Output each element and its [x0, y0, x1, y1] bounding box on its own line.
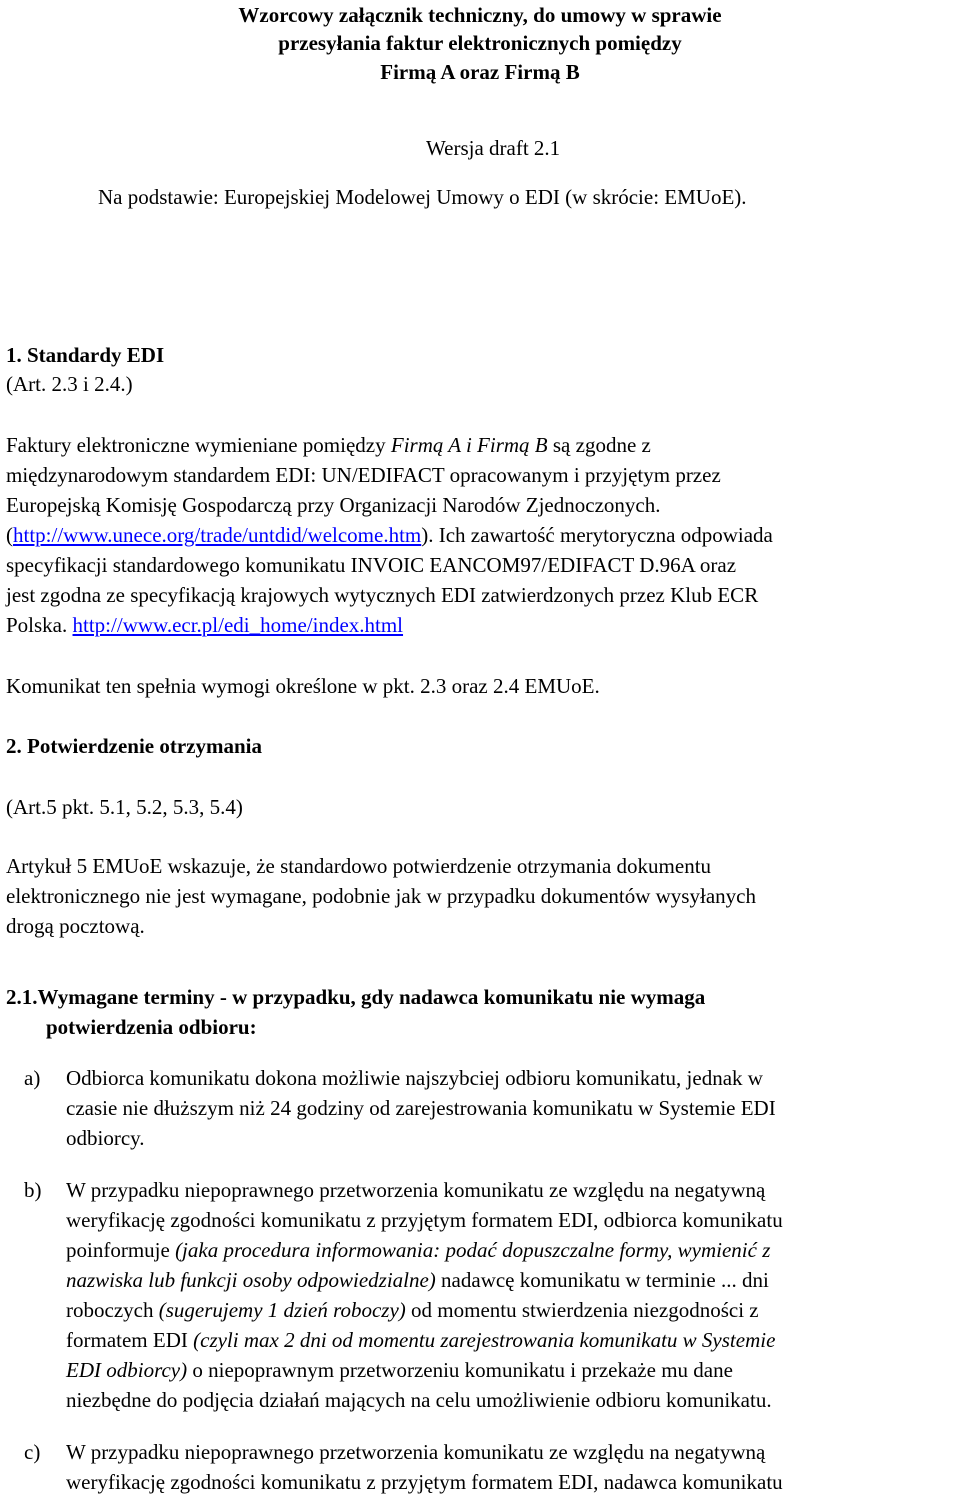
text-span: nadawcę komunikatu w terminie ... dni	[435, 1268, 769, 1292]
text-span: od momentu stwierdzenia niezgodności z	[405, 1298, 759, 1322]
text-span: ). Ich zawartość merytoryczna odpowiada	[421, 523, 773, 547]
section-1-paragraph-line: Europejską Komisję Gospodarczą przy Organizacji Narodów Zjednoczonych.	[6, 493, 661, 517]
italic-note: EDI odbiorcy)	[66, 1358, 188, 1382]
italic-note: nazwiska lub funkcji osoby odpowiedzialne)	[66, 1268, 436, 1292]
list-item-line: weryfikację zgodności komunikatu z przyjętym formatem EDI, nadawca komunikatu	[66, 1470, 783, 1494]
list-item-line: odbiorcy.	[66, 1126, 145, 1150]
version-label: Wersja draft 2.1	[426, 136, 561, 160]
list-item-line	[66, 1265, 769, 1295]
list-marker: c)	[24, 1440, 41, 1464]
text-span: Polska.	[6, 613, 73, 637]
section-2-paragraph-line: Artykuł 5 EMUoE wskazuje, że standardowo potwierdzenie otrzymania dokumentu	[6, 854, 712, 878]
section-1-ref: (Art. 2.3 i 2.4.)	[6, 372, 133, 396]
section-1-paragraph-line: specyfikacji standardowego komunikatu INVOIC EANCOM97/EDIFACT D.96A oraz	[6, 553, 737, 577]
list-item-line	[66, 1235, 770, 1265]
text-span: i	[460, 433, 478, 457]
italic-note: (sugerujemy 1 dzień roboczy)	[158, 1298, 406, 1322]
section-1-note: Komunikat ten spełnia wymogi określone w pkt. 2.3 oraz 2.4 EMUoE.	[6, 674, 600, 698]
party-b: Firmą B	[477, 433, 548, 457]
list-item-line	[66, 1295, 759, 1325]
list-item-line	[66, 1355, 733, 1385]
list-item-line: Odbiorca komunikatu dokona możliwie najszybciej odbioru komunikatu, jednak w	[66, 1066, 763, 1090]
list-item-line: W przypadku niepoprawnego przetworzenia komunikatu ze względu na negatywną	[66, 1178, 766, 1202]
title-line-1: Wzorcowy załącznik techniczny, do umowy w sprawie	[238, 3, 722, 27]
section-2-paragraph-line: elektronicznego nie jest wymagane, podobnie jak w przypadku dokumentów wysyłanych	[6, 884, 756, 908]
italic-note: (jaka procedura informowania: podać dopuszczalne formy, wymienić z	[175, 1238, 771, 1262]
text-span: (	[6, 523, 13, 547]
section-1-paragraph-line	[6, 430, 651, 460]
basis-text: Na podstawie: Europejskiej Modelowej Umowy o EDI (w skrócie: EMUoE).	[98, 185, 747, 209]
text-span: są zgodne z	[547, 433, 651, 457]
party-a: Firmą A	[390, 433, 461, 457]
italic-note: (czyli max 2 dni od momentu zarejestrowania komunikatu w Systemie	[193, 1328, 776, 1352]
section-1-paragraph-line: międzynarodowym standardem EDI: UN/EDIFACT opracowanym i przyjętym przez	[6, 463, 721, 487]
text-span: roboczych	[66, 1298, 159, 1322]
list-item-line: czasie nie dłuższym niż 24 godziny od zarejestrowania komunikatu w Systemie EDI	[66, 1096, 776, 1120]
title-line-3: Firmą A oraz Firmą B	[380, 60, 580, 84]
list-item-line: weryfikację zgodności komunikatu z przyjętym formatem EDI, odbiorca komunikatu	[66, 1208, 783, 1232]
section-2-1-heading-cont: potwierdzenia odbioru:	[46, 1015, 257, 1039]
section-2-1-heading: 2.1.Wymagane terminy - w przypadku, gdy nadawca komunikatu nie wymaga	[6, 985, 706, 1009]
section-2-paragraph-line: drogą pocztową.	[6, 914, 145, 938]
ecr-link[interactable]: http://www.ecr.pl/edi_home/index.html	[72, 613, 404, 637]
text-span: o niepoprawnym przetworzeniu komunikatu i przekaże mu dane	[187, 1358, 733, 1382]
section-1-paragraph-line	[6, 520, 773, 550]
section-2-heading: 2. Potwierdzenie otrzymania	[6, 734, 263, 758]
section-2-ref: (Art.5 pkt. 5.1, 5.2, 5.3, 5.4)	[6, 795, 243, 819]
list-marker: b)	[24, 1178, 42, 1202]
section-1-heading: 1. Standardy EDI	[6, 343, 165, 367]
section-1-paragraph-line	[6, 610, 403, 640]
list-item-line: niezbędne do podjęcia działań mających na celu umożliwienie odbioru komunikatu.	[66, 1388, 772, 1412]
list-marker: a)	[24, 1066, 41, 1090]
section-1-paragraph-line: jest zgodna ze specyfikacją krajowych wytycznych EDI zatwierdzonych przez Klub ECR	[6, 583, 759, 607]
text-span: poinformuje	[66, 1238, 176, 1262]
unece-link[interactable]: http://www.unece.org/trade/untdid/welcome.htm	[13, 523, 422, 547]
list-item-line	[66, 1325, 775, 1355]
text-span: Faktury elektroniczne wymieniane pomiędzy	[6, 433, 391, 457]
text-span: formatem EDI	[66, 1328, 194, 1352]
list-item-line: W przypadku niepoprawnego przetworzenia komunikatu ze względu na negatywną	[66, 1440, 766, 1464]
title-line-2: przesyłania faktur elektronicznych pomiędzy	[278, 31, 682, 55]
